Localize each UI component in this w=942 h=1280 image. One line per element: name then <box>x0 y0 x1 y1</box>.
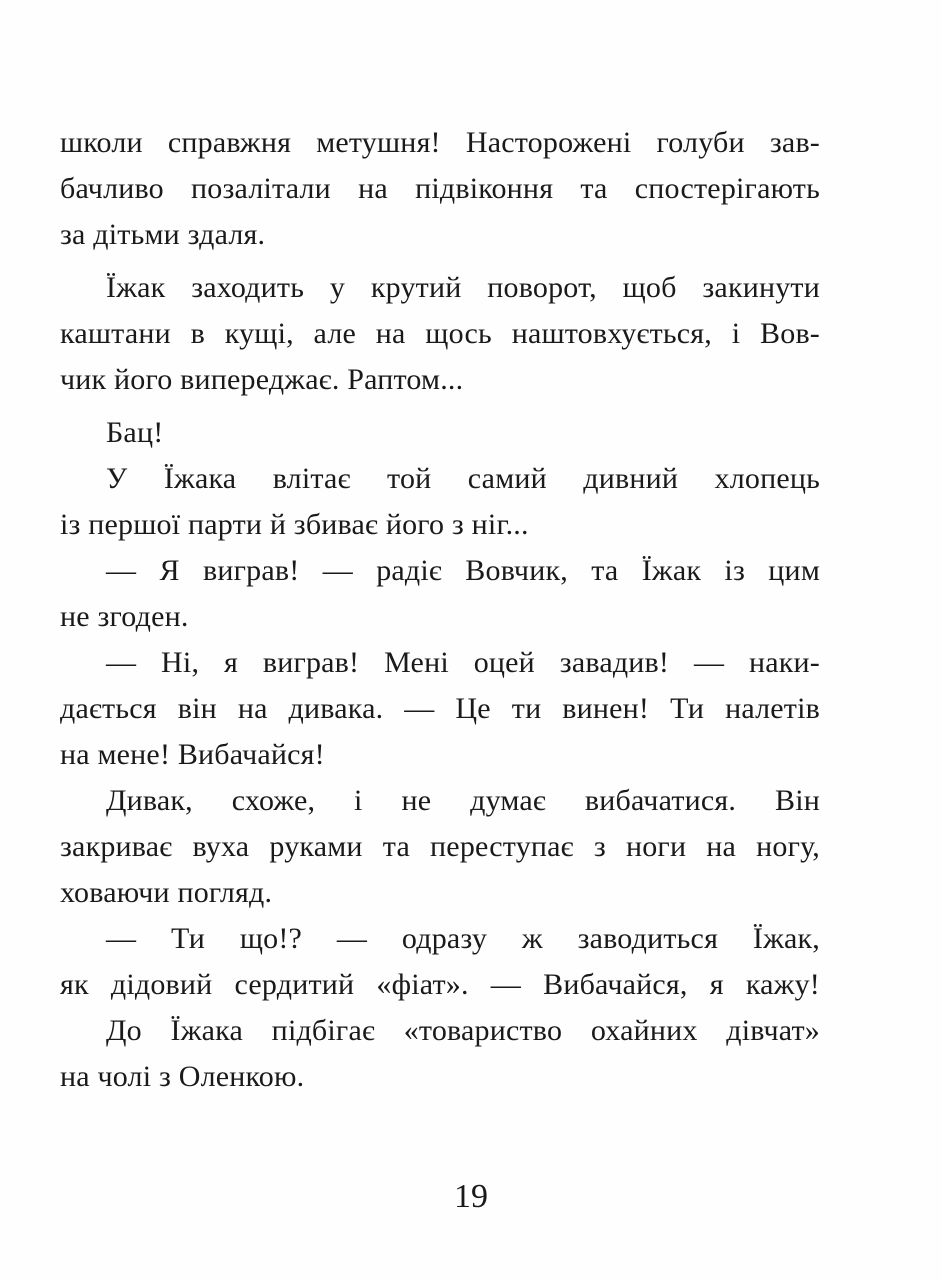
text-line: на чолi з Оленкою. <box>60 1060 305 1093</box>
text-line: дається вiн на дивака. — Це ти винен! Ти налетiв <box>60 692 820 725</box>
text-line: школи справжня метушня! Настороженi голуби зав- <box>60 126 820 159</box>
text-line: — Я виграв! — радiє Вовчик, та Їжак iз цим <box>106 554 820 587</box>
text-line: У Їжака влiтає той самий дивний хлопець <box>106 462 820 495</box>
text-line: — Ти що!? — одразу ж заводиться Їжак, <box>106 922 820 955</box>
text-line: не згоден. <box>60 600 189 633</box>
text-line: Їжак заходить у крутий поворот, щоб закинути <box>106 271 820 304</box>
text-line: як дiдовий сердитий «фiат». — Вибачайся, я кажу! <box>60 968 820 1001</box>
text-line: До Їжака пiдбiгає «товариство охайних дiвчат» <box>106 1014 820 1047</box>
text-line: каштани в кущi, але на щось наштовхується, i Вов- <box>60 317 820 350</box>
text-line: за дiтьми здаля. <box>60 218 266 251</box>
text-line: Дивак, схоже, i не думає вибачатися. Вiн <box>106 784 820 817</box>
text-line: Бац! <box>106 416 164 449</box>
page-number: 19 <box>454 1178 488 1215</box>
text-line: — Нi, я виграв! Менi оцей завадив! — наки- <box>106 646 820 679</box>
text-line: iз першої парти й збиває його з нiг... <box>60 508 529 541</box>
text-line: бачливо позалiтали на пiдвiконня та спостерiгають <box>60 172 820 205</box>
text-line: закриває вуха руками та переступає з ноги на ногу, <box>60 830 820 863</box>
text-line: чик його випереджає. Раптом... <box>60 363 464 396</box>
text-line: ховаючи погляд. <box>60 876 273 909</box>
text-line: на мене! Вибачайся! <box>60 738 325 771</box>
